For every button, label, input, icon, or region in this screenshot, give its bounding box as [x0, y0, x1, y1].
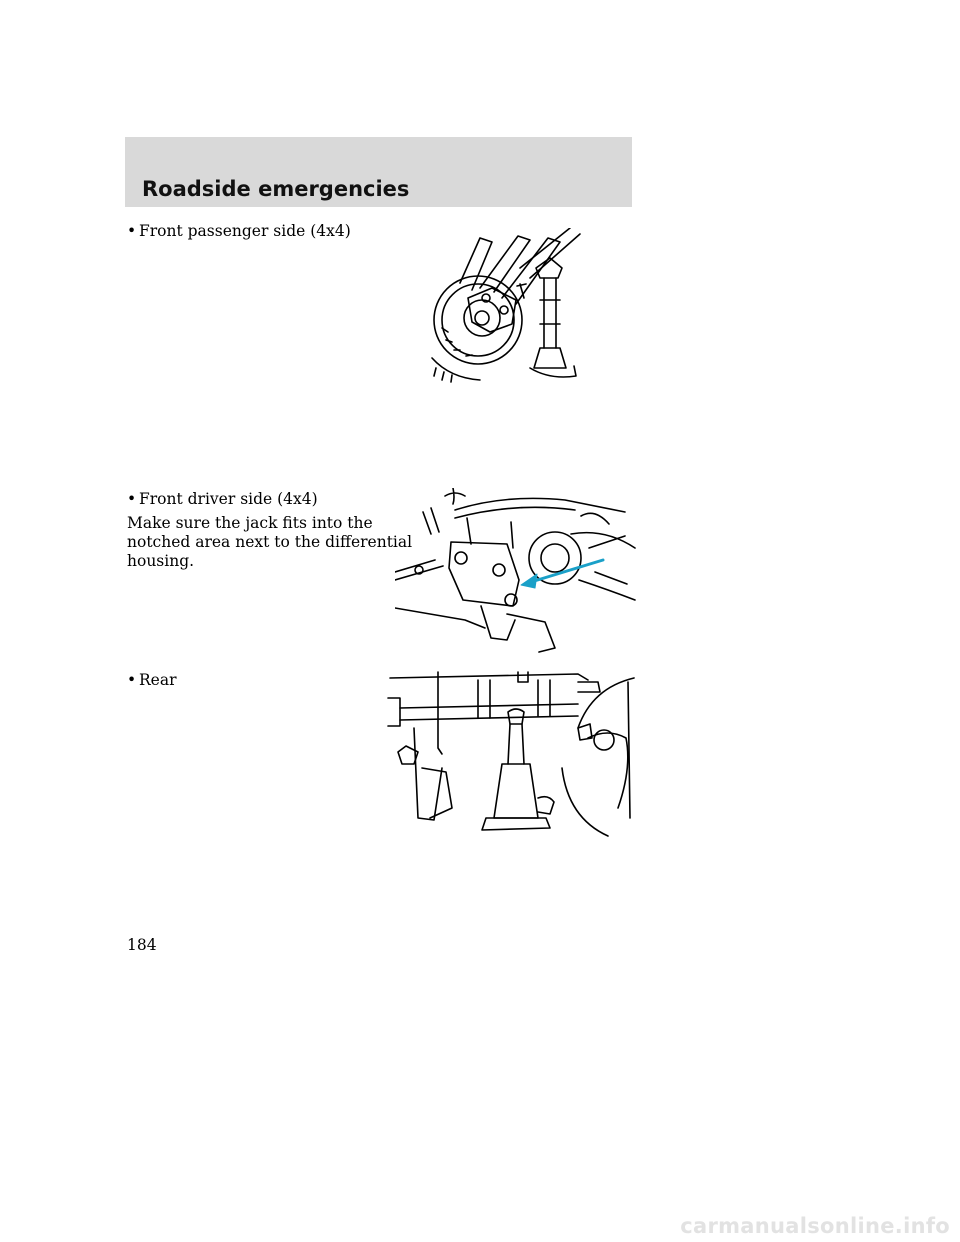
- bullet-label: Front passenger side (4x4): [139, 222, 351, 240]
- bullet-label: Rear: [139, 671, 177, 689]
- note-line: Make sure the jack fits into the: [127, 514, 373, 532]
- bullet-dot: •: [127, 222, 137, 240]
- bullet-dot: •: [127, 490, 137, 508]
- jack-fit-note: [127, 514, 412, 571]
- section-header: [125, 137, 632, 207]
- bullet-label: Front driver side (4x4): [139, 490, 318, 508]
- bullet-front-passenger: [127, 222, 351, 241]
- bullet-dot: •: [127, 671, 137, 689]
- section-title: Roadside emergencies: [142, 177, 410, 201]
- jack-front-driver-illustration: [395, 488, 640, 658]
- watermark: carmanualsonline.info: [680, 1214, 950, 1238]
- page-number: 184: [127, 936, 157, 954]
- bullet-rear: [127, 671, 177, 690]
- jack-front-passenger-illustration: [420, 228, 590, 388]
- jack-rear-axle-illustration: [378, 668, 638, 843]
- note-line: notched area next to the differential: [127, 533, 413, 551]
- bullet-front-driver: [127, 490, 318, 509]
- note-line: housing.: [127, 552, 195, 570]
